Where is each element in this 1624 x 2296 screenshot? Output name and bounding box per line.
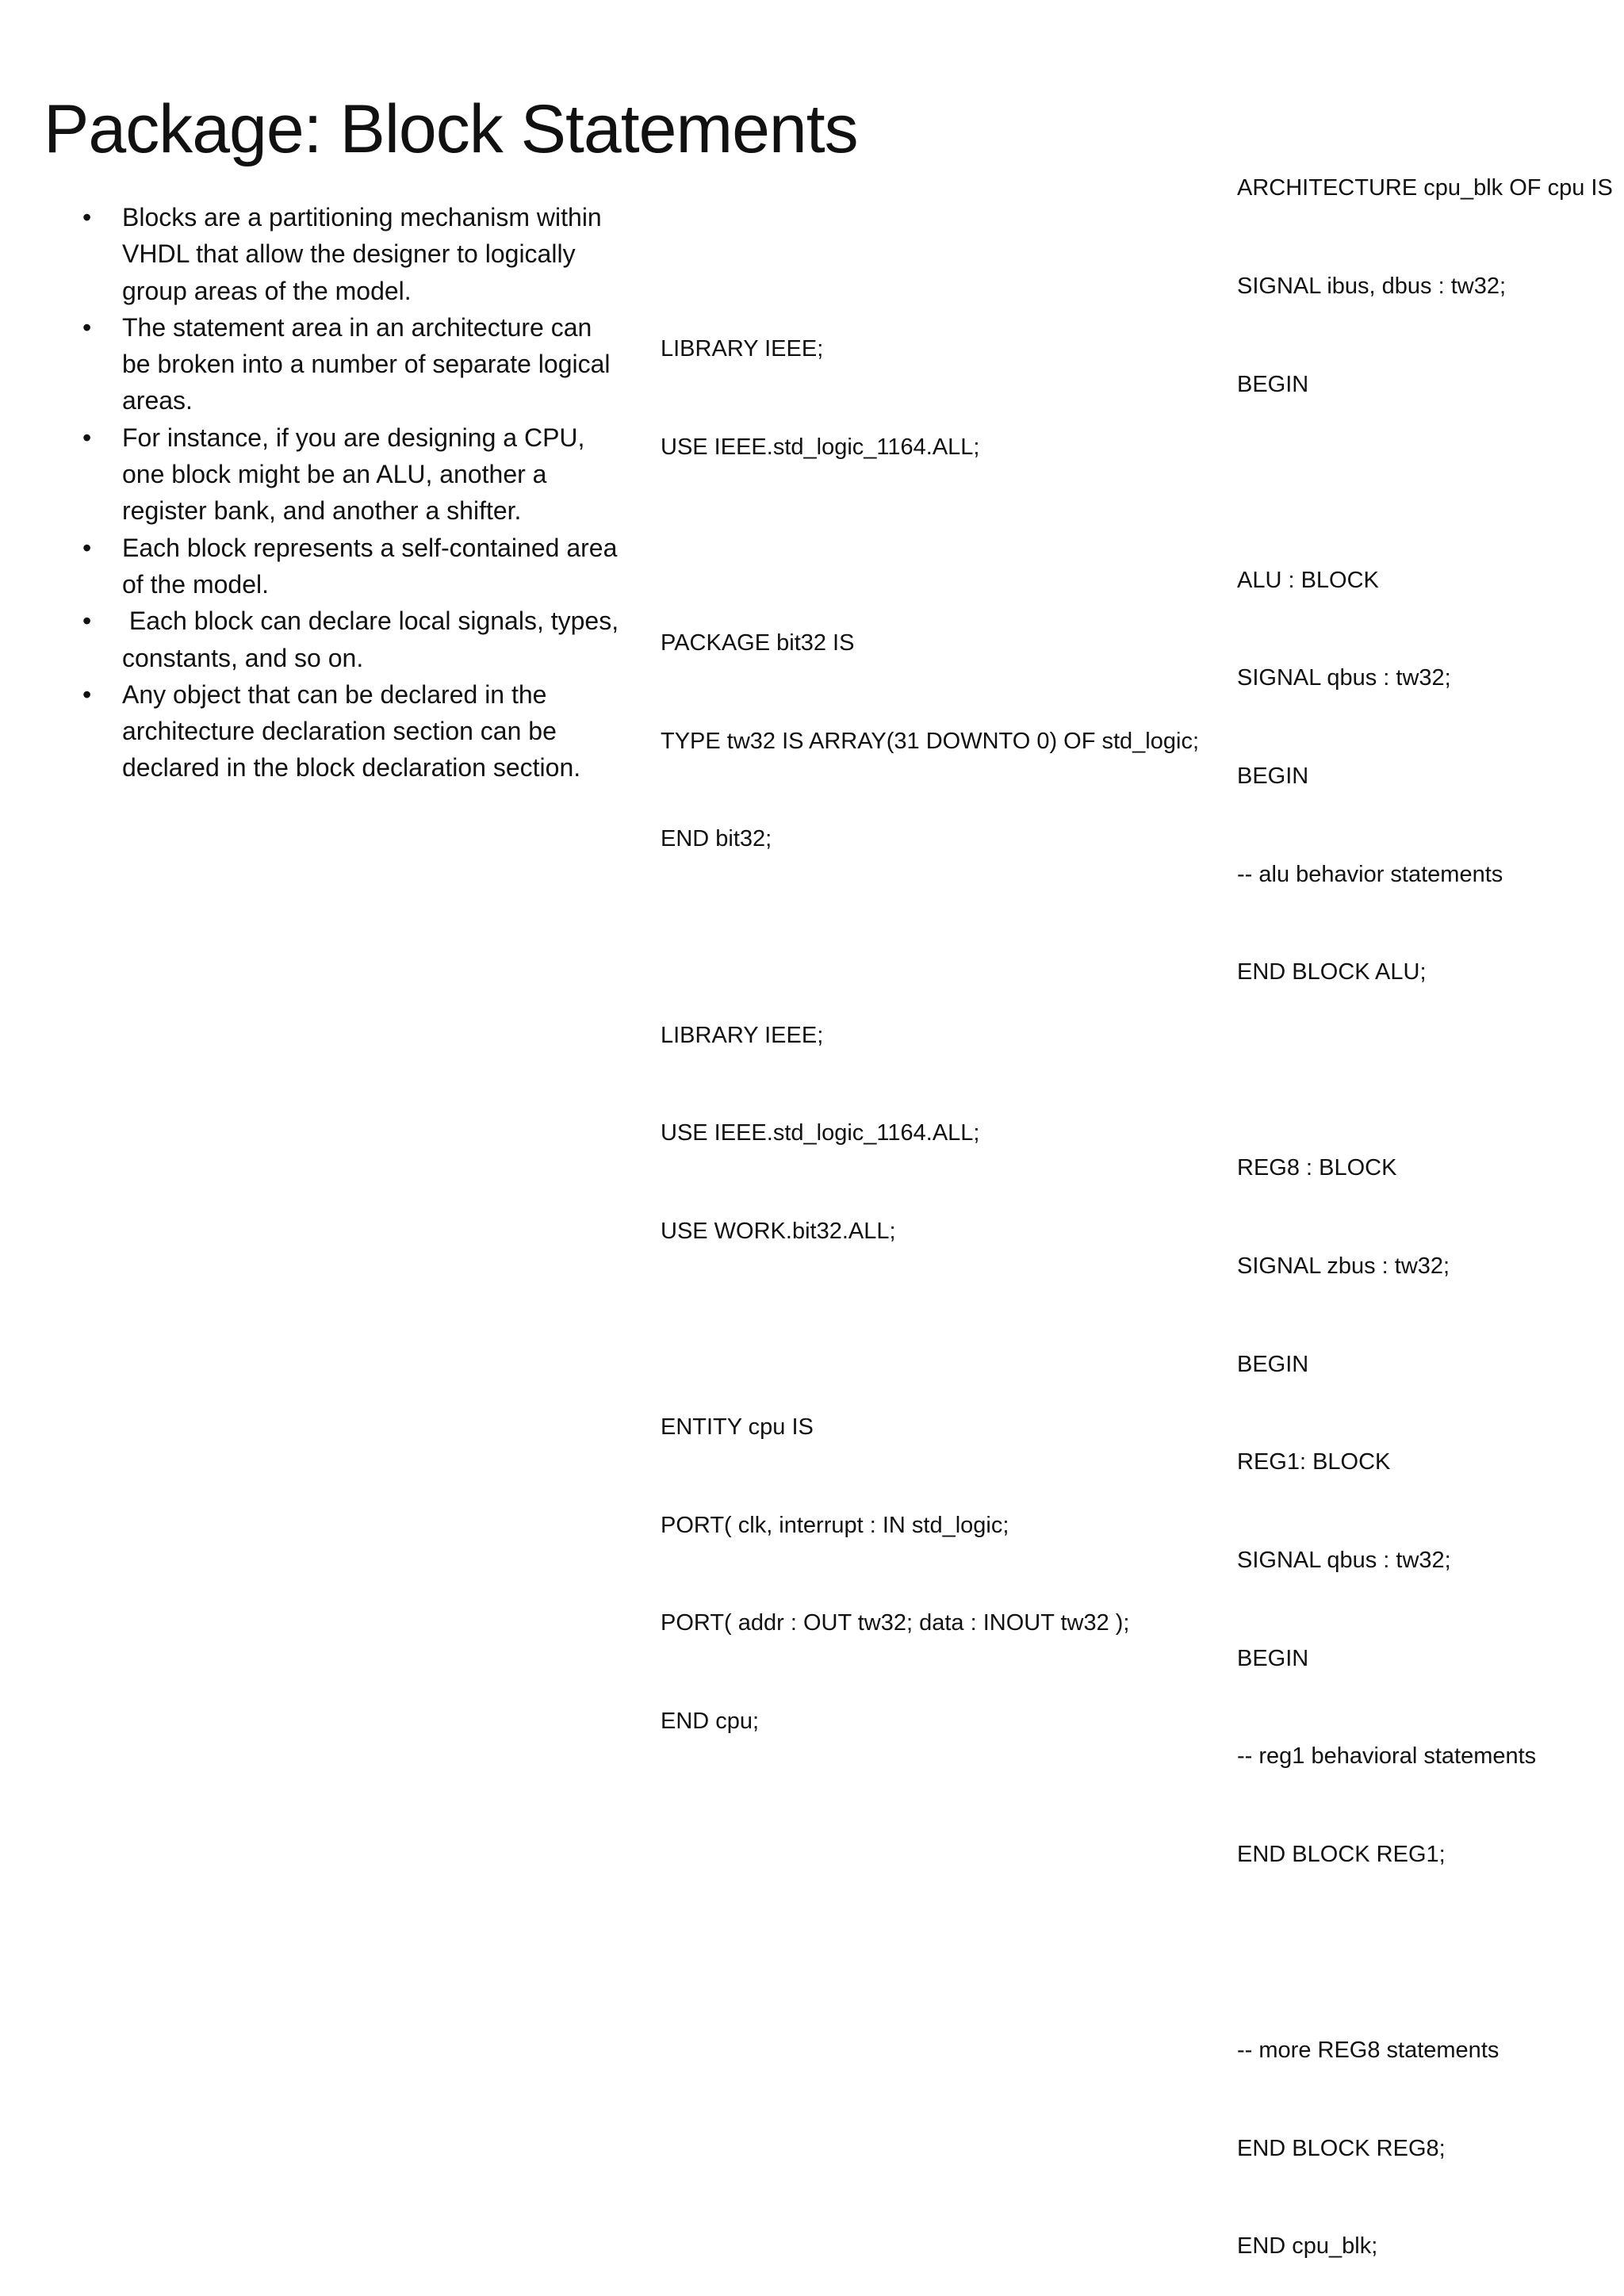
code-line [1237,466,1613,499]
code-line [1237,1936,1613,1969]
bullet-text: Blocks are a partitioning mechanism within VHDL that allow the designer to logically group areas of the model. [122,203,602,305]
bullet-item [79,676,626,786]
code-line: USE WORK.bit32.ALL; [661,1218,896,1244]
code-line [1237,1054,1613,1087]
bullet-text: The statement area in an architecture can be broken into a number of separate logical areas. [122,312,611,415]
slide-title: Package: Block Statements [44,91,858,167]
code-line: LIBRARY IEEE; [661,1022,824,1048]
code-line: TYPE tw32 IS ARRAY(31 DOWNTO 0) OF std_logic; [661,728,1200,754]
code-line: ENTITY cpu IS [661,1414,814,1441]
code-line: PACKAGE bit32 IS [661,630,855,656]
code-line: END cpu_blk; [1237,2233,1378,2260]
bullet-marker: • [82,607,92,636]
code-line: SIGNAL zbus : tw32; [1237,1253,1450,1280]
bullet-text: For instance, if you are designing a CPU, one block might be an ALU, another a register bank, and another a shifter. [122,423,585,526]
code-line: END BLOCK REG8; [1237,2135,1446,2161]
bullet-text: Each block represents a self-contained area of the model. [122,533,618,599]
code-line: -- alu behavior statements [1237,861,1503,887]
code-line: PORT( clk, interrupt : IN std_logic; [661,1512,1009,1538]
architecture-code [1237,107,1613,2296]
bullet-text: Each block can declare local signals, types, constants, and so on. [122,607,626,672]
code-line [661,1313,1199,1345]
code-line: END BLOCK REG1; [1237,1841,1446,1867]
code-line: REG1: BLOCK [1237,1449,1391,1475]
code-line: BEGIN [1237,371,1309,397]
code-line [661,530,1199,562]
bullet-marker: • [82,679,92,709]
code-line: BEGIN [1237,1351,1309,1377]
bullet-item [79,199,626,309]
bullet-list [79,199,626,786]
code-line: END cpu; [661,1708,760,1734]
code-line: ALU : BLOCK [1237,567,1379,593]
bullet-item [79,309,626,419]
code-line: REG8 : BLOCK [1237,1155,1397,1181]
bullet-marker: • [82,312,92,342]
code-line [661,921,1199,954]
code-line: USE IEEE.std_logic_1164.ALL; [661,434,980,461]
code-line: PORT( addr : OUT tw32; data : INOUT tw32 ); [661,1610,1130,1636]
code-line: END bit32; [661,826,772,852]
code-line: SIGNAL qbus : tw32; [1237,665,1451,691]
code-line: BEGIN [1237,1645,1309,1671]
bullet-text: Any object that can be declared in the architecture declaration section can be declared in the block declaration section. [122,679,581,783]
code-line: LIBRARY IEEE; [661,336,824,362]
bullet-marker: • [82,423,92,452]
bullet-marker: • [82,203,92,232]
code-line: SIGNAL qbus : tw32; [1237,1547,1451,1573]
bullet-item [79,530,626,603]
code-line: BEGIN [1237,763,1309,790]
code-line: ARCHITECTURE cpu_blk OF cpu IS [1237,175,1613,201]
package-entity-code [661,268,1199,1770]
code-line: -- more REG8 statements [1237,2037,1500,2063]
code-line: END BLOCK ALU; [1237,959,1427,985]
bullet-item [79,419,626,530]
code-line: SIGNAL ibus, dbus : tw32; [1237,274,1507,300]
bullet-marker: • [82,533,92,562]
code-line: USE IEEE.std_logic_1164.ALL; [661,1120,980,1146]
code-line: -- reg1 behavioral statements [1237,1743,1537,1770]
bullet-item [79,603,626,676]
